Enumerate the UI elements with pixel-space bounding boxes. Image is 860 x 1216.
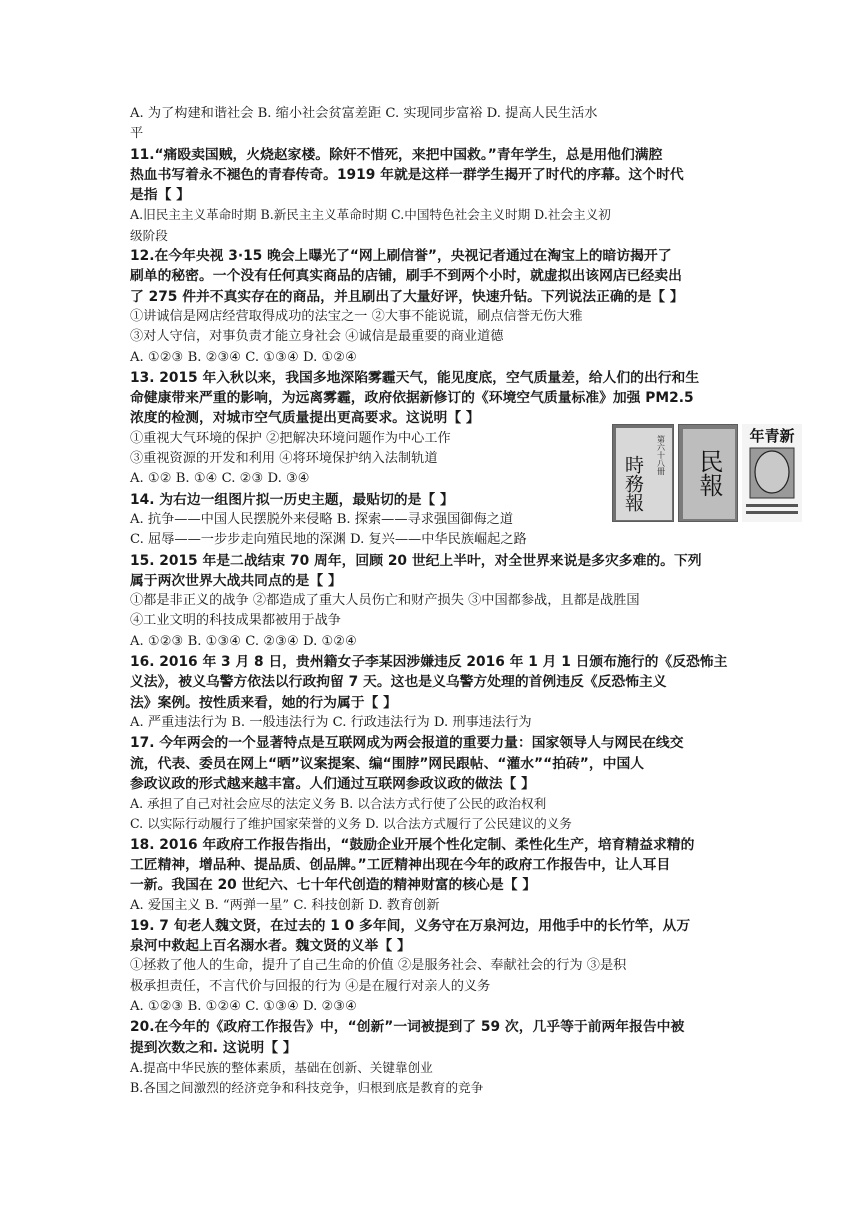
newspaper-image-shiwubao (612, 424, 674, 522)
line-q17-stem-3: 参政议政的形式越来越丰富。人们通过互联网参政议政的做法【 】 (130, 775, 535, 792)
line-q20-stem-2: 提到次数之和. 这说明【 】 (130, 1039, 297, 1056)
history-newspaper-images (612, 424, 802, 522)
line-q17-stem-1: 17. 今年两会的一个显著特点是互联网成为两会报道的重要力量：国家领导人与网民在线交 (130, 735, 684, 752)
line-q15-stem-2: 属于两次世界大战共同点的是【 】 (130, 572, 342, 589)
line-q16-opts: A. 严重违法行为 B. 一般违法行为 C. 行政违法行为 D. 刑事违法行为 (130, 714, 532, 730)
line-q19-items-1: ①拯救了他人的生命，提升了自己生命的价值 ②是服务社会、奉献社会的行为 ③是积 (130, 958, 627, 974)
line-q16-stem-3: 法》案例。按性质来看，她的行为属于【 】 (130, 694, 397, 711)
line-q14-opts-1: A. 抗争——中国人民摆脱外来侵略 B. 探索——寻求强国御侮之道 (130, 511, 514, 527)
minbao-title: 民報 (695, 449, 723, 497)
line-q20-opts-1: A.提高中华民族的整体素质，基础在创新、关键靠创业 (130, 1059, 433, 1075)
line-q15-stem-1: 15. 2015 年是二战结束 70 周年，回顾 20 世纪上半叶，对全世界来说是多灾多难的。下列 (130, 552, 702, 569)
line-q13-items-2: ③重视资源的开发和利用 ④将环境保护纳入法制轨道 (130, 451, 438, 467)
line-q19-items-2: 极承担责任，不言代价与回报的行为 ④是在履行对亲人的义务 (130, 978, 491, 994)
newspaper-image-xinqingnian (742, 424, 802, 522)
xinqingnian-title: 年青新 (749, 427, 795, 445)
line-q13-stem-1: 13. 2015 年入秋以来，我国多地深陷雾霾天气，能见度底，空气质量差，给人们的出行和生 (130, 369, 700, 386)
line-q13-items-1: ①重视大气环境的保护 ②把解决环境问题作为中心工作 (130, 430, 451, 446)
shiwubao-title: 時務報 (622, 455, 644, 512)
line-q18-stem-2: 工匠精神，增品种、提品质、创品牌。”工匠精神出现在今年的政府工作报告中，让人耳目 (130, 856, 671, 873)
shiwubao-volume: 第六十八冊 (656, 435, 666, 475)
line-q15-items-2: ④工业文明的科技成果都被用于战争 (130, 613, 341, 629)
line-q12-opts: A. ①②③ B. ②③④ C. ①③④ D. ①②④ (130, 349, 357, 365)
line-q13-opts: A. ①② B. ①④ C. ②③ D. ③④ (130, 471, 310, 487)
line-q12-stem-3: 了 275 件并不真实存在的商品，并且刷出了大量好评，快速升钻。下列说法正确的是【 】 (130, 288, 684, 305)
line-q17-opts-1: A. 承担了自己对社会应尽的法定义务 B. 以合法方式行使了公民的政治权利 (130, 796, 547, 812)
line-q19-stem-1: 19. 7 旬老人魏文贤，在过去的 1 0 多年间，义务守在万泉河边，用他手中的长竹竿，从万 (130, 917, 691, 934)
line-q16-stem-2: 义法》，被义乌警方依法以行政拘留 7 天。这也是义乌警方处理的首例违反《反恐怖主义 (130, 674, 667, 691)
line-q10-opts-2: 平 (130, 126, 144, 142)
line-q19-opts: A. ①②③ B. ①②④ C. ①③④ D. ②③④ (130, 999, 357, 1015)
line-q14-opts-2: C. 屈辱——一步步走向殖民地的深渊 D. 复兴——中华民族崛起之路 (130, 532, 527, 548)
line-q20-opts-2: B.各国之间激烈的经济竞争和科技竞争，归根到底是教育的竞争 (130, 1080, 484, 1096)
line-q20-stem-1: 20.在今年的《政府工作报告》中，“创新”一词被提到了 59 次，几乎等于前两年报告中被 (130, 1019, 685, 1036)
line-q13-stem-2: 命健康带来严重的影响，为远离雾霾，政府依据新修订的《环境空气质量标准》加强 PM2.5 (130, 390, 694, 407)
line-q12-stem-2: 刷单的秘密。一个没有任何真实商品的店铺，刷手不到两个小时，就虚拟出该网店已经卖出 (130, 268, 682, 285)
line-q11-opts-1: A.旧民主主义革命时期 B.新民主主义革命时期 C.中国特色社会主义时期 D.社会主义初 (130, 207, 611, 223)
line-q18-opts: A. 爱国主义 B. “两弹一星” C. 科技创新 D. 教育创新 (130, 897, 440, 913)
line-q10-opts-1: A. 为了构建和谐社会 B. 缩小社会贫富差距 C. 实现同步富裕 D. 提高人民生活水 (130, 106, 598, 121)
line-q18-stem-1: 18. 2016 年政府工作报告指出，“鼓励企业开展个性化定制、柔性化生产，培育精益求精的 (130, 836, 695, 853)
line-q14-stem: 14. 为右边一组图片拟一历史主题，最贴切的是【 】 (130, 491, 454, 508)
line-q12-items-2: ③对人守信，对事负责才能立身社会 ④诚信是最重要的商业道德 (130, 329, 504, 345)
line-q15-items-1: ①都是非正义的战争 ②都造成了重大人员伤亡和财产损失 ③中国都参战，且都是战胜国 (130, 593, 640, 609)
line-q17-stem-2: 流，代表、委员在网上“晒”议案提案、编“围脖”网民跟帖、“灌水”“拍砖”，中国人 (130, 755, 645, 772)
line-q11-stem-2: 热血书写着永不褪色的青春传奇。1919 年就是这样一群学生揭开了时代的序幕。这个时代 (130, 166, 684, 183)
newspaper-image-minbao (678, 424, 738, 522)
line-q15-opts: A. ①②③ B. ①③④ C. ②③④ D. ①②④ (130, 633, 357, 649)
line-q17-opts-2: C. 以实际行动履行了维护国家荣誉的义务 D. 以合法方式履行了公民建议的义务 (130, 816, 572, 832)
line-q19-stem-2: 泉河中救起上百名溺水者。魏文贤的义举【 】 (130, 938, 411, 955)
line-q11-stem-3: 是指【 】 (130, 187, 190, 204)
line-q11-opts-2: 级阶段 (130, 227, 168, 243)
line-q11-stem-1: 11.“痛殴卖国贼，火烧赵家楼。除奸不惜死，来把中国救。”青年学生，总是用他们满腔 (130, 146, 663, 163)
question-text-area (130, 104, 730, 1099)
line-q13-stem-3: 浓度的检测，对城市空气质量提出更高要求。这说明【 】 (130, 410, 480, 427)
line-q12-stem-1: 12.在今年央视 3·15 晚会上曝光了“网上刷信誉”，央视记者通过在淘宝上的暗访揭开了 (130, 248, 672, 265)
line-q16-stem-1: 16. 2016 年 3 月 8 日，贵州籍女子李某因涉嫌违反 2016 年 1 月 1 日颁布施行的《反恐怖主 (130, 654, 728, 671)
line-q12-items-1: ①讲诚信是网店经营取得成功的法宝之一 ②大事不能说谎，刷点信誉无伤大雅 (130, 308, 583, 324)
line-q18-stem-3: 一新。我国在 20 世纪六、七十年代创造的精神财富的核心是【 】 (130, 877, 537, 894)
